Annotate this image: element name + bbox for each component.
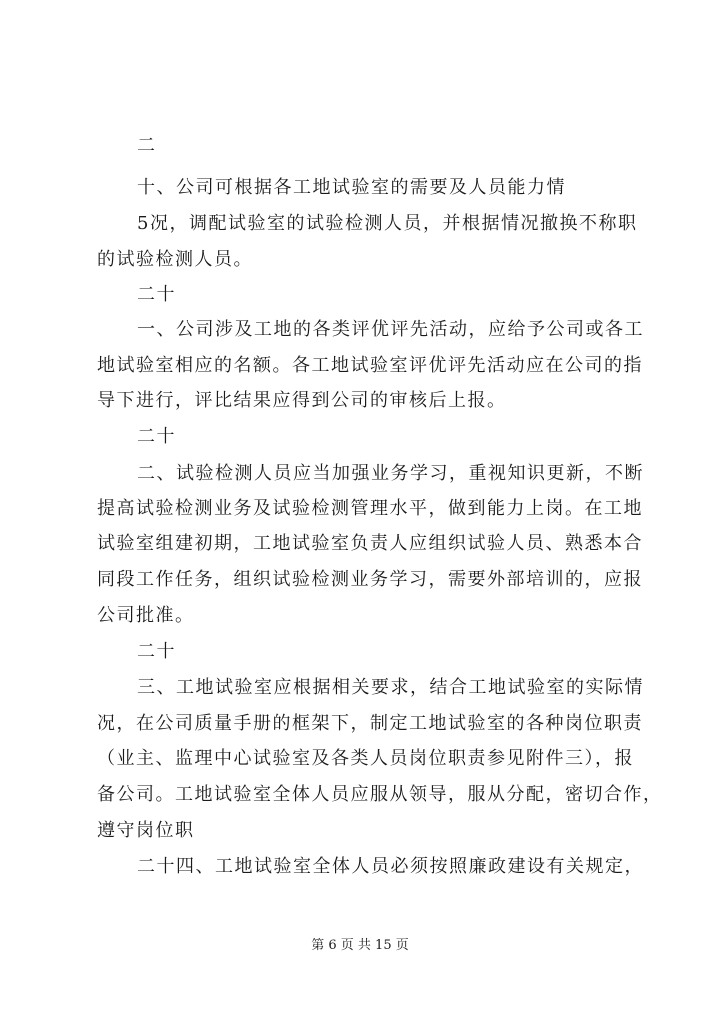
text-line: 备公司。工地试验室全体人员应服从领导，服从分配，密切合作， [97,784,663,805]
text-line: 遵守岗位职 [97,820,195,841]
text-line: （业主、监理中心试验室及各类人员岗位职责参见附件三），报 [97,748,634,769]
text-line: 二十四、工地试验室全体人员必须按照廉政建设有关规定， [137,856,644,877]
text-line: 导下进行，评比结果应得到公司的审核后上报。 [97,390,507,411]
text-line: 十、公司可根据各工地试验室的需要及人员能力情 [137,177,566,198]
text-line: 一、公司涉及工地的各类评优评先活动，应给予公司或各工 [137,319,644,340]
text-line: 的试验检测人员。 [97,249,253,270]
text-line: 公司批准。 [97,605,195,626]
text-line: 地试验室相应的名额。各工地试验室评优评先活动应在公司的指 [97,355,643,376]
page-footer [0,938,720,954]
text-line: 二十 [137,284,176,305]
text-line: 二、试验检测人员应当加强业务学习，重视知识更新，不断 [137,463,644,484]
text-line: 二十 [137,426,176,447]
text-line: 提高试验检测业务及试验检测管理水平，做到能力上岗。在工地 [97,498,643,519]
text-line: 二十 [137,641,176,662]
text-line: 二 [137,135,157,156]
text-line: 试验室组建初期，工地试验室负责人应组织试验人员、熟悉本合 [97,533,643,554]
text-line: 况，在公司质量手册的框架下，制定工地试验室的各种岗位职责 [97,713,643,734]
page-indicator: 第 6 页 共 15 页 [311,938,409,953]
text-line: 5况，调配试验室的试验检测人员，并根据情况撤换不称职 [137,213,638,234]
text-line: 三、工地试验室应根据相关要求，结合工地试验室的实际情 [137,677,644,698]
text-line: 同段工作任务，组织试验检测业务学习，需要外部培训的，应报 [97,569,643,590]
